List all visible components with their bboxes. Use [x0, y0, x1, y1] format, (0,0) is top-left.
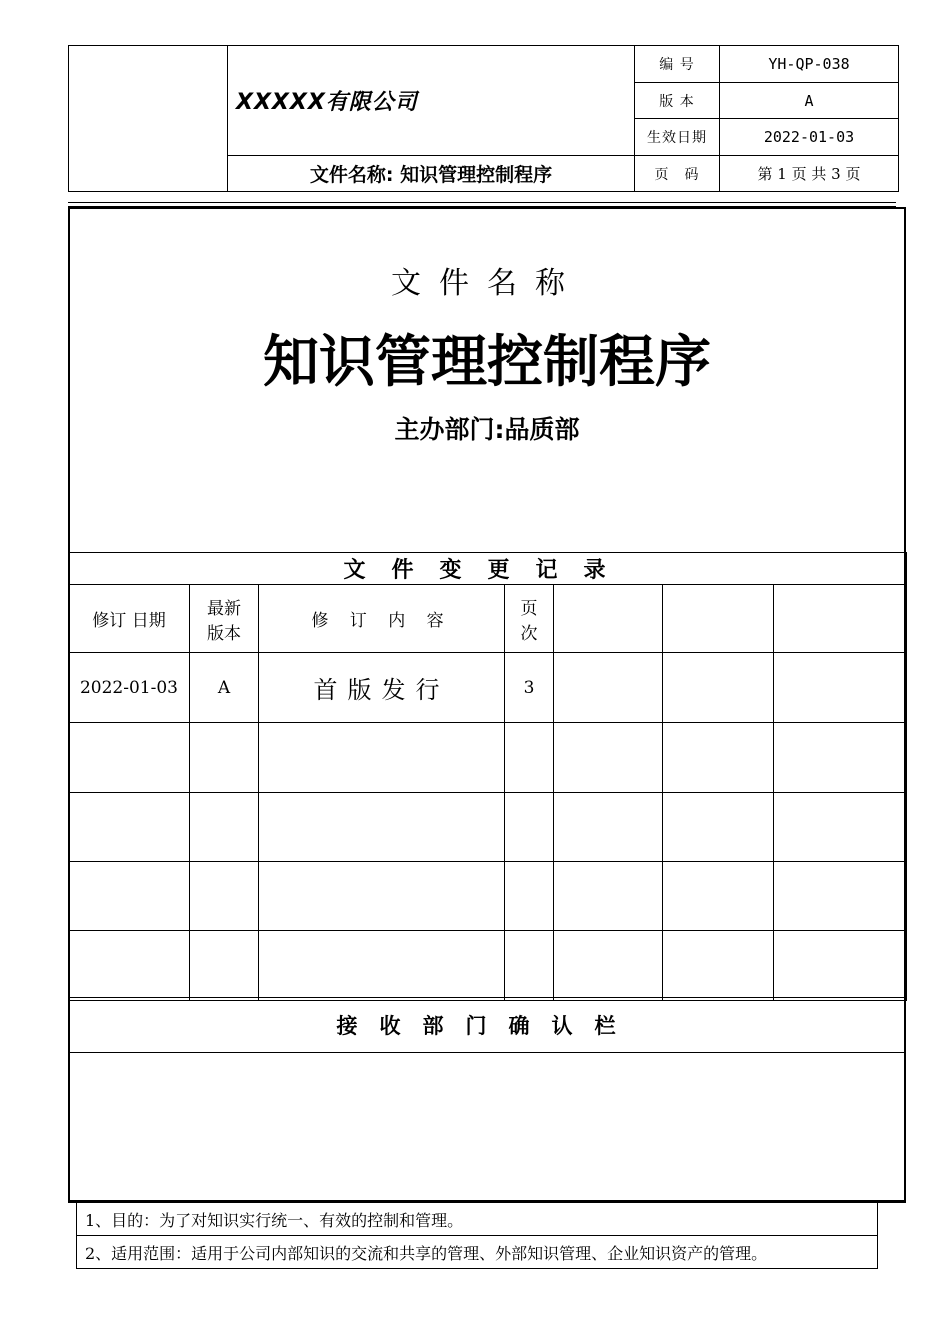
- table-cell: [69, 931, 190, 1001]
- table-cell: [774, 931, 907, 1001]
- receiving-dept-table: [68, 997, 906, 1203]
- table-cell: [69, 793, 190, 862]
- table-cell: [69, 862, 190, 931]
- table-cell: [190, 931, 259, 1001]
- header-table: [68, 45, 899, 192]
- table-cell: [774, 862, 907, 931]
- table-header-row: [69, 585, 907, 653]
- table-cell: [554, 653, 663, 723]
- page-label: 页 码: [635, 156, 720, 192]
- purpose-text: 1、目的：为了对知识实行统一、有效的控制和管理。: [77, 1203, 878, 1236]
- column-header: [774, 585, 907, 653]
- column-header: 最新版本: [190, 585, 259, 653]
- logo-cell: [69, 46, 228, 192]
- table-cell: [190, 723, 259, 793]
- revision-version: A: [190, 653, 259, 723]
- document-title: 知识管理控制程序: [263, 330, 711, 395]
- change-record-title: 文件变更记录: [69, 553, 907, 585]
- revision-pages: 3: [505, 653, 554, 723]
- column-header: [663, 585, 774, 653]
- table-cell: [190, 862, 259, 931]
- table-cell: [505, 931, 554, 1001]
- doc-number-label: 编 号: [635, 46, 720, 83]
- effective-date-label: 生效日期: [635, 119, 720, 156]
- table-cell: [663, 653, 774, 723]
- table-cell: [774, 793, 907, 862]
- table-cell: [774, 653, 907, 723]
- table-cell: [259, 723, 505, 793]
- notes-table: [76, 1202, 878, 1269]
- table-cell: [259, 931, 505, 1001]
- table-cell: [554, 862, 663, 931]
- table-cell: [663, 931, 774, 1001]
- table-cell: [505, 793, 554, 862]
- scope-text: 2、适用范围：适用于公司内部知识的交流和共享的管理、外部知识管理、企业知识资产的管理。: [77, 1236, 878, 1269]
- revision-content: 首版发行: [259, 653, 505, 723]
- divider-line: [68, 202, 896, 203]
- column-header: [554, 585, 663, 653]
- table-cell: [554, 723, 663, 793]
- table-cell: [663, 723, 774, 793]
- page-value: 第 1 页 共 3 页: [720, 156, 899, 192]
- table-cell: [663, 862, 774, 931]
- table-cell: [774, 723, 907, 793]
- column-header: 页次: [505, 585, 554, 653]
- column-header: 修订 日期: [69, 585, 190, 653]
- table-row: [69, 862, 907, 931]
- doc-number-value: YH-QP-038: [720, 46, 899, 83]
- column-header: 修 订 内 容: [259, 585, 505, 653]
- receiving-dept-signature-area: [69, 1053, 906, 1203]
- table-cell: [505, 723, 554, 793]
- table-cell: [190, 793, 259, 862]
- table-cell: [554, 793, 663, 862]
- table-row: [69, 931, 907, 1001]
- host-department: 主办部门:品质部: [394, 415, 580, 444]
- company-name: XXXXX有限公司: [228, 46, 635, 156]
- table-row: [69, 653, 907, 723]
- title-label: 文件名称: [391, 266, 583, 301]
- table-row: [69, 723, 907, 793]
- table-cell: [554, 931, 663, 1001]
- table-cell: [259, 793, 505, 862]
- table-cell: [663, 793, 774, 862]
- effective-date-value: 2022-01-03: [720, 119, 899, 156]
- change-record-table: [68, 552, 907, 1001]
- document-name: 文件名称: 知识管理控制程序: [228, 156, 635, 192]
- table-row: [69, 793, 907, 862]
- table-cell: [69, 723, 190, 793]
- version-value: A: [720, 83, 899, 119]
- version-label: 版 本: [635, 83, 720, 119]
- table-cell: [505, 862, 554, 931]
- receiving-dept-title: 接收部门确认栏: [69, 998, 906, 1053]
- revision-date: 2022-01-03: [69, 653, 190, 723]
- table-cell: [259, 862, 505, 931]
